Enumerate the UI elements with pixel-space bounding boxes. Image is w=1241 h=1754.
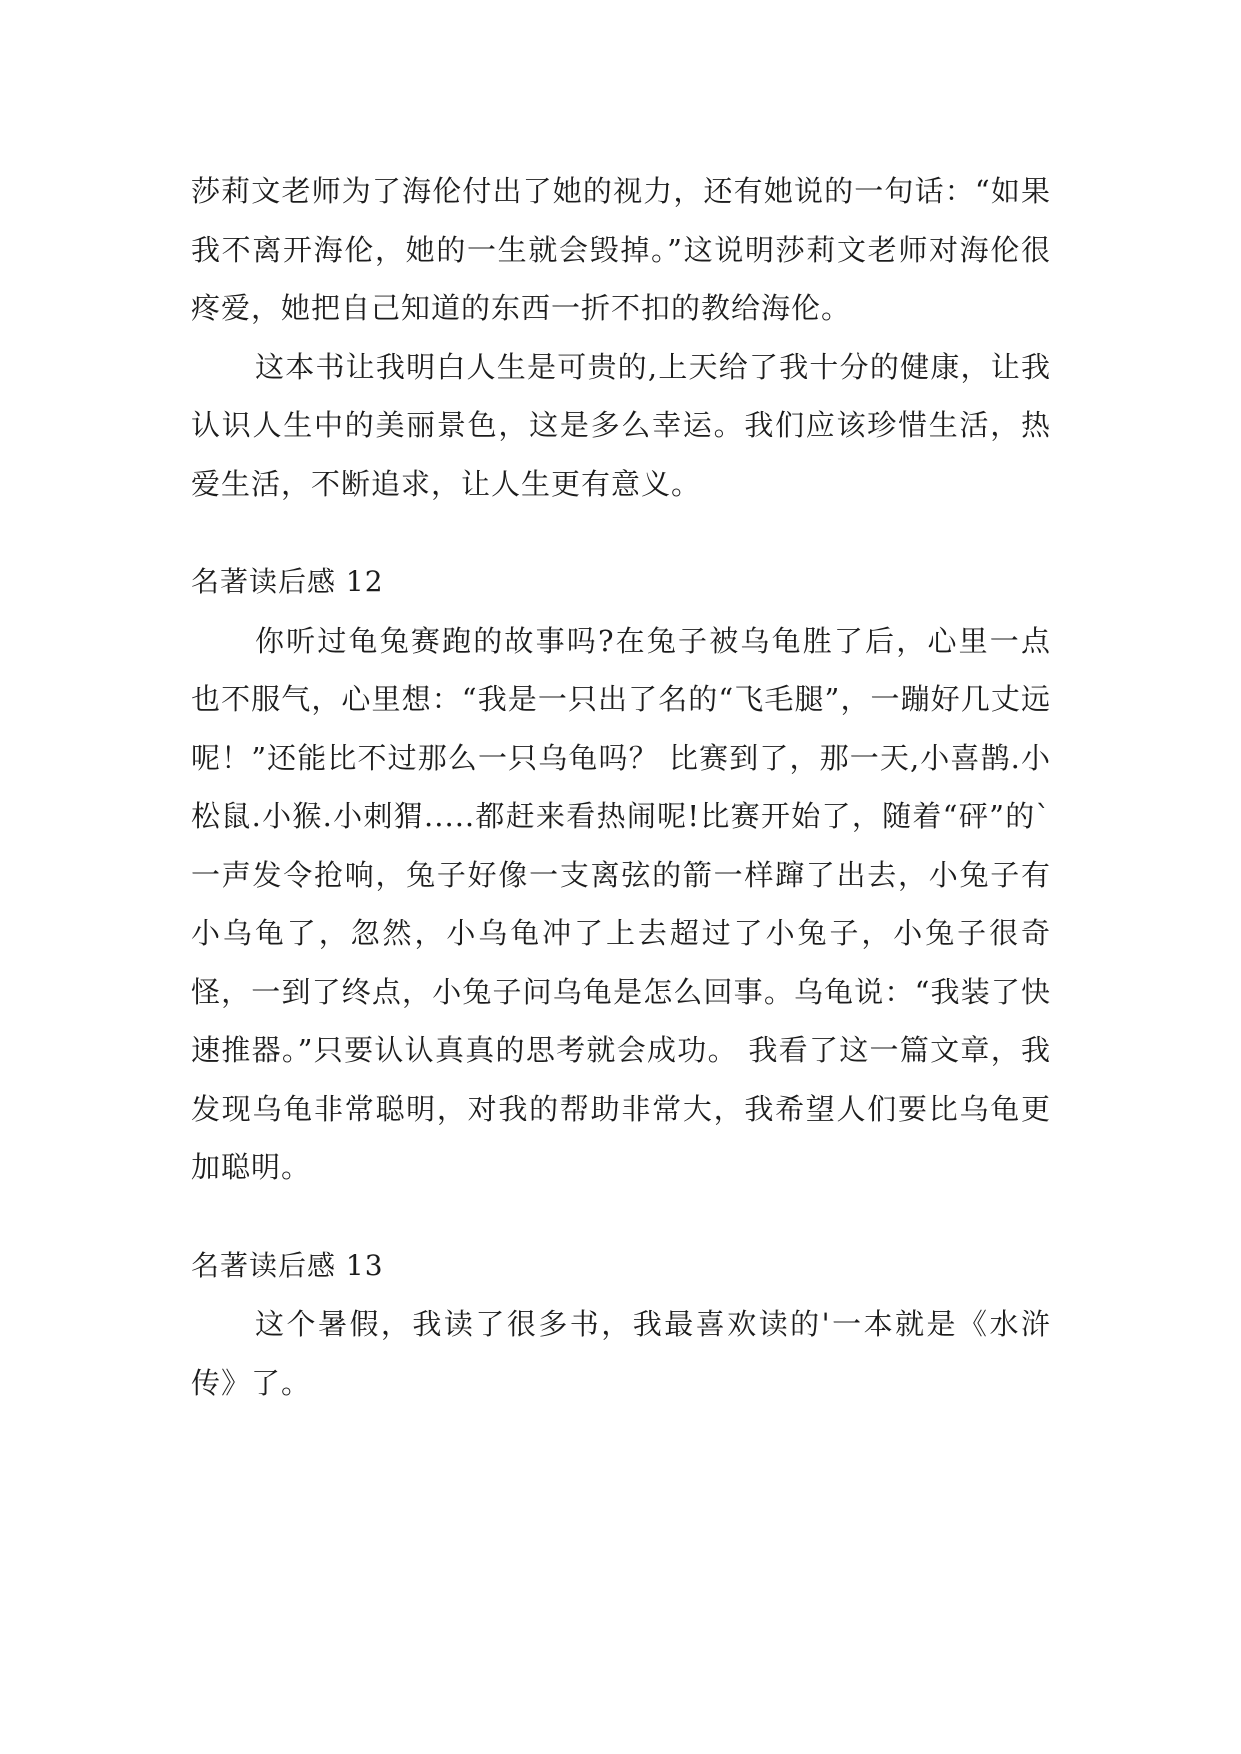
paragraph-tortoise-hare: 你听过龟兔赛跑的故事吗?在兔子被乌龟胜了后，心里一点也不服气，心里想：“我是一只出了名的“飞毛腿”，一蹦好几丈远呢！”还能比不过那么一只乌龟吗？ 比赛到了，那一天,小喜鹊.小松鼠.小猴.小刺猬.....都赶来看热闹呢!比赛开始了，随着“砰”的`一声发令抢响，兔子好像一支离弦的箭一样蹿了出去，小兔子有小乌龟了，忽然，小乌龟冲了上去超过了小兔子，小兔子很奇怪，一到了终点，小兔子问乌龟是怎么回事。乌龟说：“我装了快速推器。”只要认认真真的思考就会成功。 我看了这一篇文章，我发现乌龟非常聪明，对我的帮助非常大，我希望人们要比乌龟更加聪明。 [191,623,1051,1184]
paragraph-helen-teacher: 莎莉文老师为了海伦付出了她的视力，还有她说的一句话：“如果我不离开海伦，她的一生就会毁掉。”这说明莎莉文老师对海伦很疼爱，她把自己知道的东西一折不扣的教给海伦。 [191,174,1051,325]
document-body [191,162,1051,1412]
section-heading-12: 名著读后感 12 [191,565,384,598]
paragraph-life-reflection: 这本书让我明白人生是可贵的,上天给了我十分的健康，让我认识人生中的美丽景色，这是多么幸运。我们应该珍惜生活，热爱生活，不断追求，让人生更有意义。 [191,349,1051,501]
section-gap [191,1197,1051,1237]
section-gap [191,513,1051,553]
section-heading-13: 名著读后感 13 [191,1248,384,1282]
paragraph-water-margin: 这个暑假，我读了很多书，我最喜欢读的'一本就是《水浒传》了。 [191,1307,1051,1400]
